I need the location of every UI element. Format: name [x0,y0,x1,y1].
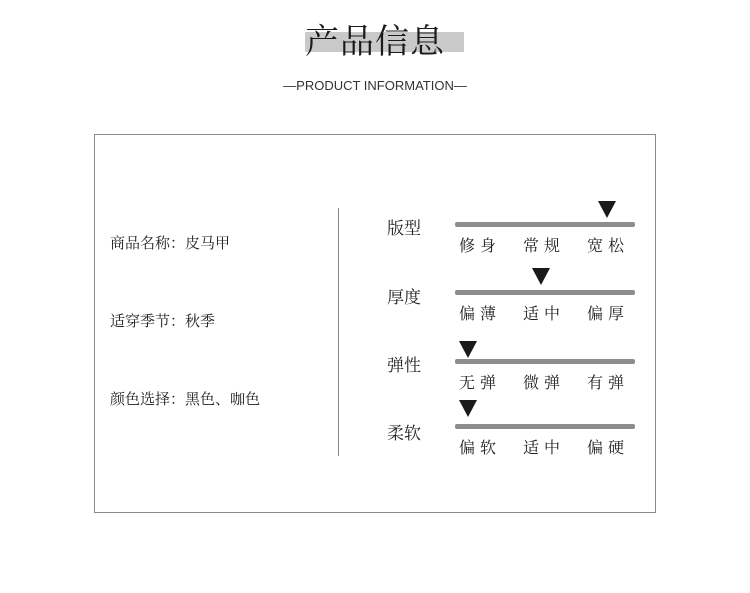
attribute-label: 版型 [387,219,421,239]
vertical-divider [338,208,339,456]
scale-bar [455,424,635,429]
attribute-label: 柔软 [387,424,421,444]
info-value: 秋季 [185,312,216,330]
scale-option: 微弹 [523,373,566,392]
page-title: 产品信息 [305,22,445,62]
header [0,18,750,66]
down-triangle-icon [532,268,550,285]
info-value: 皮马甲 [185,234,231,252]
attribute-label: 厚度 [387,288,421,308]
attribute-label: 弹性 [387,356,421,376]
info-value: 黑色、咖色 [185,390,261,408]
scale-option: 有弹 [587,373,630,392]
scale-option: 偏软 [459,438,502,457]
page-subtitle: —PRODUCT INFORMATION— [283,78,467,93]
info-label: 适穿季节： [110,312,186,330]
scale-bar [455,290,635,295]
scale-option: 无弹 [459,373,502,392]
scale-option: 适中 [523,438,566,457]
info-row-season [110,310,215,331]
down-triangle-icon [459,400,477,417]
scale-option: 偏硬 [587,438,630,457]
down-triangle-icon [598,201,616,218]
scale-option: 偏厚 [587,304,630,323]
info-row-product-name [110,232,230,253]
scale-option: 修身 [459,236,502,255]
scale-bar [455,359,635,364]
scale-option: 宽松 [587,236,630,255]
scale-option: 偏薄 [459,304,502,323]
scale-option: 常规 [523,236,566,255]
scale-bar [455,222,635,227]
info-label: 商品名称： [110,234,186,252]
scale-option: 适中 [523,304,566,323]
info-row-colors [110,388,260,409]
info-label: 颜色选择： [110,390,186,408]
down-triangle-icon [459,341,477,358]
